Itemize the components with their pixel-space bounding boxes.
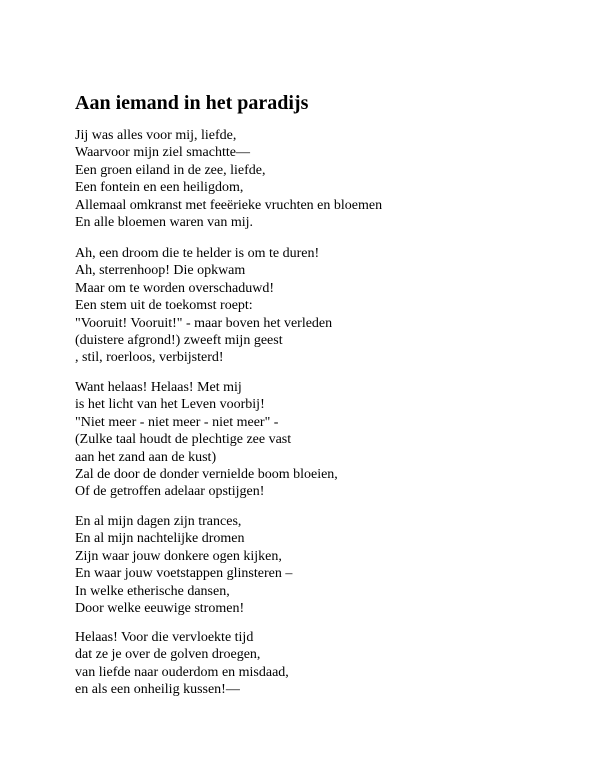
stanza-5 (75, 629, 289, 699)
poem-line: Allemaal omkranst met feeërieke vruchten en bloemen (75, 197, 383, 213)
poem-title: Aan iemand in het paradijs (75, 92, 309, 114)
poem-line: Jij was alles voor mij, liefde, (75, 128, 237, 143)
poem-line: Ah, een droom die te helder is om te duren! (75, 246, 320, 261)
poem-line: Of de getroffen adelaar opstijgen! (75, 484, 265, 500)
poem-line: En al mijn nachtelijke dromen (75, 531, 245, 547)
poem-line: Maar om te worden overschaduwd! (75, 280, 275, 296)
poem-line: "Niet meer - niet meer - niet meer" - (75, 414, 279, 430)
poem-line: Waarvoor mijn ziel smachtte— (75, 145, 250, 161)
poem-line: dat ze je over de golven droegen, (75, 647, 261, 663)
poem-line: Helaas! Voor die vervloekte tijd (75, 630, 254, 645)
poem-line: Een fontein en een heiligdom, (75, 180, 244, 196)
stanza-3 (75, 379, 338, 501)
poem-line: Want helaas! Helaas! Met mij (75, 380, 242, 395)
poem-line: Zal de door de donder vernielde boom bloeien, (75, 467, 338, 483)
poem-line: Een stem uit de toekomst roept: (75, 298, 253, 314)
stanza-2 (75, 245, 332, 367)
poem-line: aan het zand aan de kust) (75, 449, 217, 465)
poem-line: Een groen eiland in de zee, liefde, (75, 162, 266, 178)
poem-line: (Zulke taal houdt de plechtige zee vast (75, 432, 292, 448)
poem-line: Ah, sterrenhoop! Die opkwam (75, 263, 246, 279)
poem-line: van liefde naar ouderdom en misdaad, (75, 664, 289, 680)
stanza-1 (75, 127, 382, 231)
poem-line: Door welke eeuwige stromen! (75, 601, 245, 617)
poem-line: , stil, roerloos, verbijsterd! (75, 350, 224, 366)
poem-line: (duistere afgrond!) zweeft mijn geest (75, 333, 283, 349)
poem-line: En alle bloemen waren van mij. (75, 215, 254, 231)
poem-line: In welke etherische dansen, (75, 583, 230, 599)
poem-line: En waar jouw voetstappen glinsteren – (75, 566, 293, 582)
poem-line: Zijn waar jouw donkere ogen kijken, (75, 548, 282, 564)
poem-line: en als een onheilig kussen!— (75, 682, 240, 698)
poem-line: is het licht van het Leven voorbij! (75, 397, 265, 413)
poem-line: "Vooruit! Vooruit!" - maar boven het verleden (75, 315, 333, 331)
stanza-4 (75, 513, 292, 617)
poem-line: En al mijn dagen zijn trances, (75, 514, 242, 529)
